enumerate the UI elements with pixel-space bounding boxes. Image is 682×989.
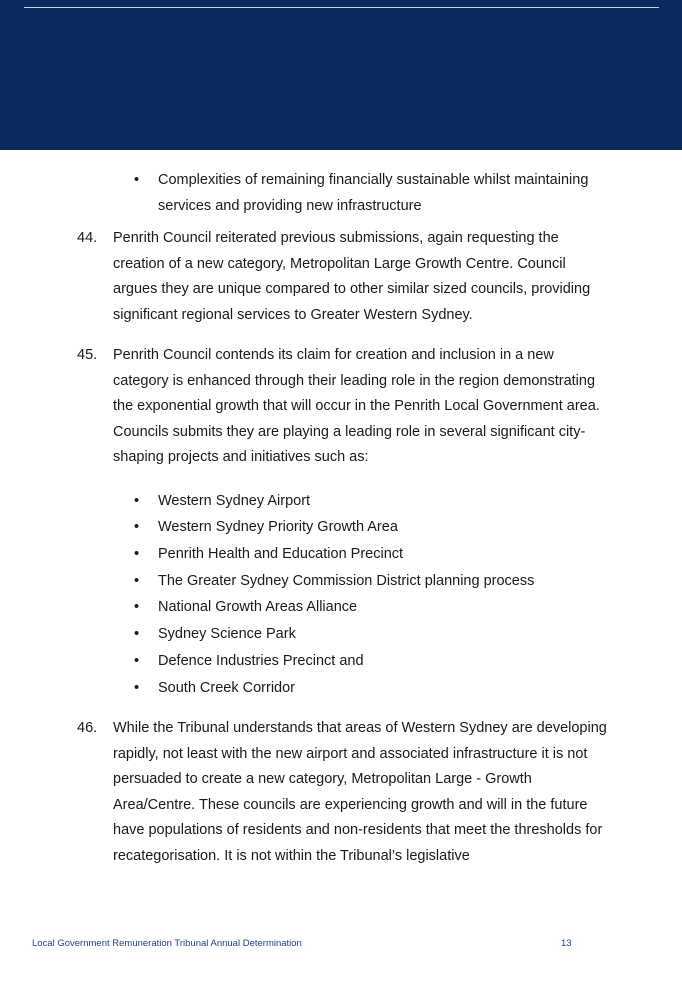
project-list-item [134,648,608,674]
bullet-icon: • [134,680,140,696]
paragraph-45 [77,343,613,471]
bullet-icon: • [134,546,140,562]
paragraph-number: 46. [77,720,98,736]
intro-bullet-item [134,167,608,219]
bullet-text: Western Sydney Airport [158,493,311,509]
bullet-icon: • [134,493,140,509]
paragraph-text: While the Tribunal understands that areas of Western Sydney are developing rapidly, not least with the new airport and associated infrastructure it is not persuaded to create a new category, Metropolitan Large - Growth Area/Centre. These councils are experiencing growth and will in the future have populations of residents and non-residents that meet the thresholds for recategorisation. It is not within the Tribunal’s legislative [113,720,607,864]
paragraph-number: 45. [77,347,98,363]
bullet-icon: • [134,172,140,188]
header-rule [24,7,659,8]
project-list-item [134,594,608,620]
bullet-icon: • [134,653,140,669]
bullet-text: Sydney Science Park [158,626,296,642]
paragraph-44 [77,226,613,328]
bullet-text: The Greater Sydney Commission District planning process [158,573,535,589]
bullet-icon: • [134,573,140,589]
paragraph-text: Penrith Council contends its claim for creation and inclusion in a new category is enhanced through their leading role in the region demonstrating the exponential growth that will occur in the Penrith Local Government area. Councils submits they are playing a leading role in several significant city-shaping projects and initiatives such as: [113,347,600,466]
bullet-text: South Creek Corridor [158,680,295,696]
project-list-item [134,568,608,594]
bullet-text: Western Sydney Priority Growth Area [158,519,398,535]
project-list-item [134,675,608,701]
bullet-text: Complexities of remaining financially sustainable whilst maintaining services and providing new infrastructure [158,172,589,214]
bullet-icon: • [134,519,140,535]
paragraph-text: Penrith Council reiterated previous submissions, again requesting the creation of a new category, Metropolitan Large Growth Centre. Council argues they are unique compared to other similar sized councils, providing significant regional services to Greater Western Sydney. [113,230,591,323]
footer-title: Local Government Remuneration Tribunal Annual Determination [32,938,302,949]
bullet-text: Defence Industries Precinct and [158,653,364,669]
bullet-text: National Growth Areas Alliance [158,599,358,615]
bullet-icon: • [134,599,140,615]
project-list-item [134,621,608,647]
bullet-icon: • [134,626,140,642]
paragraph-number: 44. [77,230,98,246]
header-band [0,0,682,150]
page-number: 13 [561,938,572,949]
paragraph-46 [77,716,613,870]
project-list-item [134,541,608,567]
project-list-item [134,514,608,540]
project-list-item [134,488,608,514]
bullet-text: Penrith Health and Education Precinct [158,546,404,562]
